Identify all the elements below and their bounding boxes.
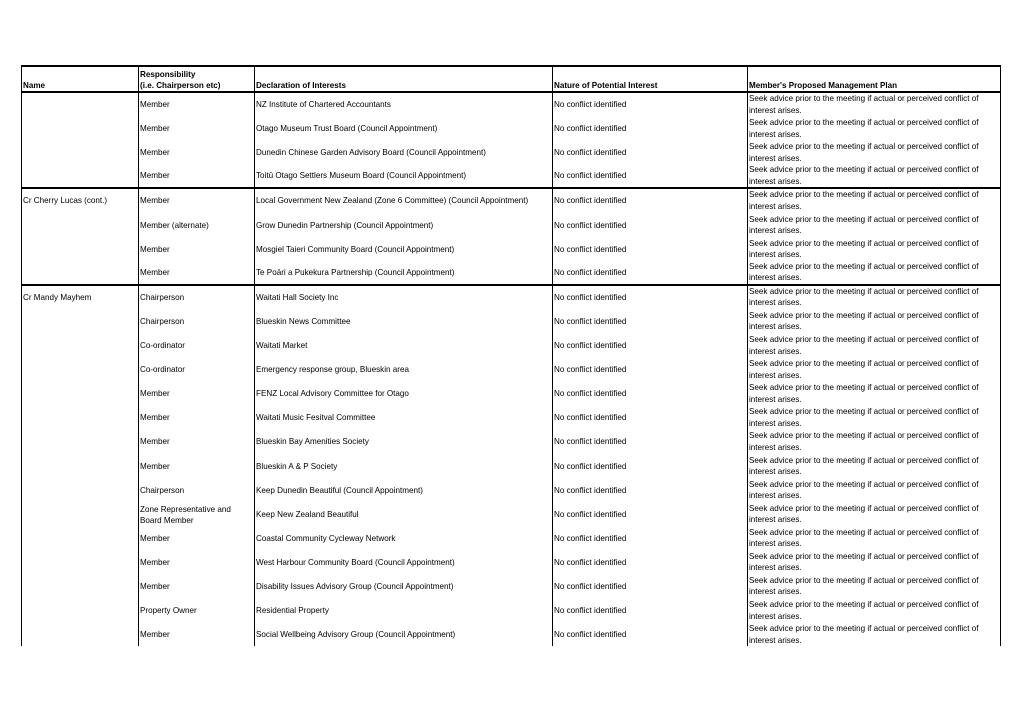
nature-cell: No conflict identified — [553, 429, 748, 453]
responsibility-cell: Member — [139, 261, 255, 285]
nature-cell: No conflict identified — [553, 164, 748, 188]
declaration-cell: Toitū Otago Settlers Museum Board (Council Appointment) — [255, 164, 553, 188]
nature-cell: No conflict identified — [553, 574, 748, 598]
responsibility-cell: Member — [139, 116, 255, 140]
management-plan-cell: Seek advice prior to the meeting if actual or perceived conflict of interest arises. — [748, 333, 1001, 357]
nature-cell: No conflict identified — [553, 550, 748, 574]
table-row — [22, 526, 1001, 550]
table-row — [22, 188, 1001, 212]
table-row — [22, 164, 1001, 188]
responsibility-cell: Member — [139, 188, 255, 212]
member-name — [22, 622, 139, 646]
declaration-cell: Residential Property — [255, 598, 553, 622]
management-plan-cell: Seek advice prior to the meeting if actual or perceived conflict of interest arises. — [748, 429, 1001, 453]
declaration-cell: Social Wellbeing Advisory Group (Council Appointment) — [255, 622, 553, 646]
member-name — [22, 574, 139, 598]
nature-cell: No conflict identified — [553, 502, 748, 526]
management-plan-cell: Seek advice prior to the meeting if actual or perceived conflict of interest arises. — [748, 381, 1001, 405]
management-plan-cell: Seek advice prior to the meeting if actual or perceived conflict of interest arises. — [748, 92, 1001, 116]
declaration-cell: Dunedin Chinese Garden Advisory Board (Council Appointment) — [255, 140, 553, 164]
responsibility-cell: Chairperson — [139, 478, 255, 502]
member-name: Cr Cherry Lucas (cont.) — [22, 188, 139, 212]
table-row — [22, 622, 1001, 646]
management-plan-cell: Seek advice prior to the meeting if actual or perceived conflict of interest arises. — [748, 550, 1001, 574]
table-row — [22, 502, 1001, 526]
table-row — [22, 140, 1001, 164]
responsibility-cell: Member — [139, 92, 255, 116]
nature-cell: No conflict identified — [553, 261, 748, 285]
declaration-cell: Grow Dunedin Partnership (Council Appointment) — [255, 212, 553, 236]
member-name — [22, 261, 139, 285]
responsibility-cell: Member — [139, 164, 255, 188]
nature-cell: No conflict identified — [553, 285, 748, 309]
responsibility-cell: Chairperson — [139, 309, 255, 333]
nature-cell: No conflict identified — [553, 598, 748, 622]
member-name — [22, 333, 139, 357]
member-name — [22, 453, 139, 477]
member-name — [22, 140, 139, 164]
management-plan-cell: Seek advice prior to the meeting if actual or perceived conflict of interest arises. — [748, 116, 1001, 140]
responsibility-cell: Chairperson — [139, 285, 255, 309]
table-row — [22, 453, 1001, 477]
member-name — [22, 381, 139, 405]
nature-cell: No conflict identified — [553, 478, 748, 502]
declaration-cell: FENZ Local Advisory Committee for Otago — [255, 381, 553, 405]
nature-cell: No conflict identified — [553, 526, 748, 550]
member-name — [22, 550, 139, 574]
nature-cell: No conflict identified — [553, 405, 748, 429]
management-plan-cell: Seek advice prior to the meeting if actual or perceived conflict of interest arises. — [748, 261, 1001, 285]
declaration-cell: Otago Museum Trust Board (Council Appointment) — [255, 116, 553, 140]
table-body — [22, 92, 1001, 646]
responsibility-cell: Property Owner — [139, 598, 255, 622]
declaration-cell: Waitati Music Fesitval Committee — [255, 405, 553, 429]
member-name — [22, 598, 139, 622]
header-name: Name — [22, 66, 139, 92]
member-name — [22, 357, 139, 381]
nature-cell: No conflict identified — [553, 237, 748, 261]
declaration-cell: Waitati Market — [255, 333, 553, 357]
declaration-cell: Waitati Hall Society Inc — [255, 285, 553, 309]
responsibility-cell: Member — [139, 405, 255, 429]
member-name — [22, 116, 139, 140]
header-plan: Member's Proposed Management Plan — [748, 66, 1001, 92]
management-plan-cell: Seek advice prior to the meeting if actual or perceived conflict of interest arises. — [748, 526, 1001, 550]
nature-cell: No conflict identified — [553, 116, 748, 140]
member-name — [22, 478, 139, 502]
declaration-cell: Coastal Community Cycleway Network — [255, 526, 553, 550]
declaration-cell: Local Government New Zealand (Zone 6 Committee) (Council Appointment) — [255, 188, 553, 212]
management-plan-cell: Seek advice prior to the meeting if actual or perceived conflict of interest arises. — [748, 478, 1001, 502]
declaration-cell: Keep New Zealand Beautiful — [255, 502, 553, 526]
member-name — [22, 309, 139, 333]
member-name — [22, 92, 139, 116]
declaration-cell: NZ Institute of Chartered Accountants — [255, 92, 553, 116]
responsibility-cell: Co-ordinator — [139, 333, 255, 357]
nature-cell: No conflict identified — [553, 309, 748, 333]
nature-cell: No conflict identified — [553, 622, 748, 646]
nature-cell: No conflict identified — [553, 92, 748, 116]
table-row — [22, 212, 1001, 236]
responsibility-cell: Co-ordinator — [139, 357, 255, 381]
nature-cell: No conflict identified — [553, 453, 748, 477]
responsibility-cell: Member — [139, 429, 255, 453]
declaration-cell: Keep Dunedin Beautiful (Council Appointment) — [255, 478, 553, 502]
table-row — [22, 116, 1001, 140]
declaration-cell: Te Poāri a Pukekura Partnership (Council Appointment) — [255, 261, 553, 285]
management-plan-cell: Seek advice prior to the meeting if actual or perceived conflict of interest arises. — [748, 598, 1001, 622]
table-row — [22, 92, 1001, 116]
management-plan-cell: Seek advice prior to the meeting if actual or perceived conflict of interest arises. — [748, 309, 1001, 333]
responsibility-cell: Member — [139, 550, 255, 574]
table-row — [22, 237, 1001, 261]
responsibility-cell: Member — [139, 453, 255, 477]
management-plan-cell: Seek advice prior to the meeting if actual or perceived conflict of interest arises. — [748, 622, 1001, 646]
nature-cell: No conflict identified — [553, 357, 748, 381]
member-name — [22, 405, 139, 429]
responsibility-cell: Member — [139, 237, 255, 261]
header-responsibility: Responsibility (i.e. Chairperson etc) — [139, 66, 255, 92]
interests-register-table — [21, 65, 1001, 646]
header-row — [22, 66, 1001, 92]
declaration-cell: Disability Issues Advisory Group (Council Appointment) — [255, 574, 553, 598]
nature-cell: No conflict identified — [553, 381, 748, 405]
table-row — [22, 429, 1001, 453]
management-plan-cell: Seek advice prior to the meeting if actual or perceived conflict of interest arises. — [748, 237, 1001, 261]
management-plan-cell: Seek advice prior to the meeting if actual or perceived conflict of interest arises. — [748, 453, 1001, 477]
member-name — [22, 429, 139, 453]
nature-cell: No conflict identified — [553, 212, 748, 236]
member-name: Cr Mandy Mayhem — [22, 285, 139, 309]
table-row — [22, 261, 1001, 285]
header-declaration: Declaration of Interests — [255, 66, 553, 92]
responsibility-cell: Member — [139, 140, 255, 164]
table-row — [22, 598, 1001, 622]
declaration-cell: Blueskin News Committee — [255, 309, 553, 333]
management-plan-cell: Seek advice prior to the meeting if actual or perceived conflict of interest arises. — [748, 164, 1001, 188]
member-name — [22, 502, 139, 526]
member-name — [22, 164, 139, 188]
table-row — [22, 405, 1001, 429]
responsibility-cell: Member — [139, 574, 255, 598]
declaration-cell: Emergency response group, Blueskin area — [255, 357, 553, 381]
management-plan-cell: Seek advice prior to the meeting if actual or perceived conflict of interest arises. — [748, 574, 1001, 598]
management-plan-cell: Seek advice prior to the meeting if actual or perceived conflict of interest arises. — [748, 285, 1001, 309]
management-plan-cell: Seek advice prior to the meeting if actual or perceived conflict of interest arises. — [748, 502, 1001, 526]
nature-cell: No conflict identified — [553, 333, 748, 357]
table-row — [22, 309, 1001, 333]
nature-cell: No conflict identified — [553, 140, 748, 164]
member-name — [22, 526, 139, 550]
table-row — [22, 574, 1001, 598]
nature-cell: No conflict identified — [553, 188, 748, 212]
table-row — [22, 357, 1001, 381]
table-row — [22, 333, 1001, 357]
responsibility-cell: Member (alternate) — [139, 212, 255, 236]
table-row — [22, 381, 1001, 405]
table-row — [22, 285, 1001, 309]
management-plan-cell: Seek advice prior to the meeting if actual or perceived conflict of interest arises. — [748, 140, 1001, 164]
table-header — [22, 66, 1001, 92]
responsibility-cell: Member — [139, 526, 255, 550]
header-nature: Nature of Potential Interest — [553, 66, 748, 92]
declaration-cell: Mosgiel Taieri Community Board (Council Appointment) — [255, 237, 553, 261]
responsibility-cell: Member — [139, 622, 255, 646]
member-name — [22, 212, 139, 236]
management-plan-cell: Seek advice prior to the meeting if actual or perceived conflict of interest arises. — [748, 212, 1001, 236]
table-row — [22, 478, 1001, 502]
member-name — [22, 237, 139, 261]
declaration-cell: Blueskin Bay Amenities Society — [255, 429, 553, 453]
responsibility-cell: Zone Representative and Board Member — [139, 502, 255, 526]
management-plan-cell: Seek advice prior to the meeting if actual or perceived conflict of interest arises. — [748, 405, 1001, 429]
management-plan-cell: Seek advice prior to the meeting if actual or perceived conflict of interest arises. — [748, 188, 1001, 212]
responsibility-cell: Member — [139, 381, 255, 405]
management-plan-cell: Seek advice prior to the meeting if actual or perceived conflict of interest arises. — [748, 357, 1001, 381]
declaration-cell: West Harbour Community Board (Council Appointment) — [255, 550, 553, 574]
declaration-cell: Blueskin A & P Society — [255, 453, 553, 477]
table-row — [22, 550, 1001, 574]
